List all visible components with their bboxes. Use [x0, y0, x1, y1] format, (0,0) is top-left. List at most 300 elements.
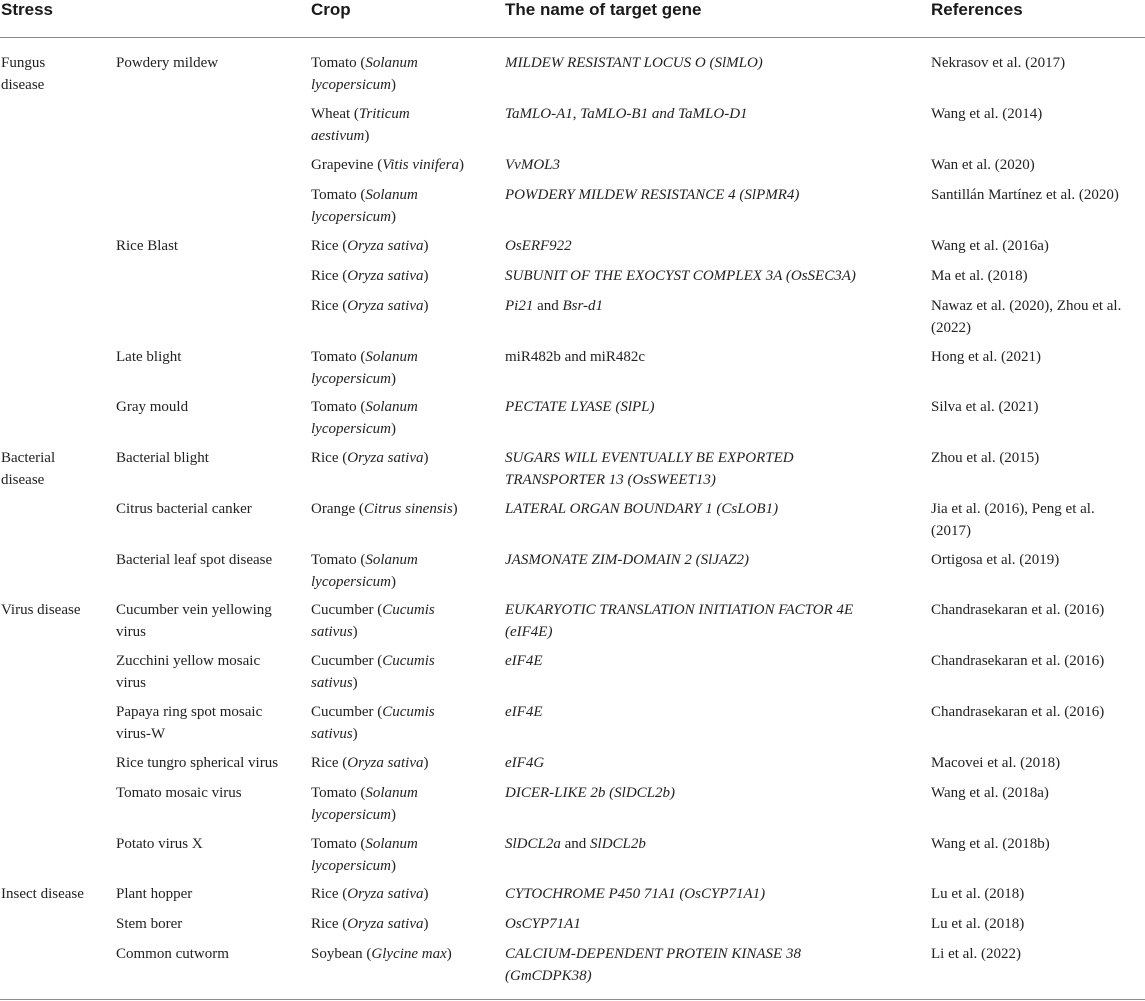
target-gene-line	[505, 104, 915, 126]
crop-common-name: Rice (	[311, 298, 348, 314]
target-gene-name: OsCYP71A1	[505, 916, 581, 932]
reference-line: Wang et al. (2016a)	[931, 238, 1049, 254]
stress-name-line: Common cutworm	[116, 946, 229, 962]
reference-cell	[931, 448, 1145, 470]
crop-common-name: Orange (	[311, 501, 364, 517]
stress-name-cell	[116, 499, 296, 521]
crop-species-name: sativus	[311, 674, 353, 691]
table-header	[0, 0, 1145, 38]
crop-line	[311, 126, 496, 148]
crop-species-name: Solanum	[365, 399, 418, 415]
stress-category-line: Virus disease	[1, 602, 81, 618]
crop-common-name: Tomato (	[311, 836, 366, 852]
stress-category-cell	[1, 448, 106, 491]
crop-species-name: Oryza sativa	[347, 886, 424, 902]
target-gene-line	[505, 155, 915, 177]
reference-cell	[931, 884, 1145, 906]
crop-paren: )	[390, 573, 396, 590]
crop-common-name: Rice (	[311, 916, 348, 932]
crop-common-name: Tomato (	[311, 552, 366, 568]
crop-species-name: Oryza sativa	[347, 268, 424, 284]
crop-paren: )	[352, 674, 358, 691]
header-stress: Stress	[1, 0, 53, 19]
target-gene-line	[505, 347, 915, 369]
reference-cell	[931, 783, 1145, 805]
target-gene-name: eIF4E	[505, 653, 543, 669]
target-gene-connector: miR482b and miR482c	[505, 349, 645, 365]
reference-line: (2017)	[931, 522, 971, 539]
reference-line: Nawaz et al. (2020), Zhou et al.	[931, 298, 1122, 314]
target-gene-suffix: )	[744, 552, 750, 568]
stress-category-line: disease	[1, 471, 45, 488]
crop-line	[311, 572, 496, 594]
target-gene-connector: ,	[572, 106, 581, 122]
crop-line	[311, 397, 496, 419]
target-gene-cell	[505, 550, 915, 572]
crop-paren: )	[390, 76, 396, 93]
target-gene-name: CALCIUM-DEPENDENT PROTEIN KINASE 38	[505, 946, 801, 962]
stress-name-line: Rice Blast	[116, 238, 179, 254]
target-gene-line	[505, 185, 915, 207]
reference-cell	[931, 236, 1145, 258]
stress-name-line: Late blight	[116, 349, 182, 365]
target-gene-name: MILDEW RESISTANT LOCUS O (	[505, 55, 715, 71]
crop-species-name: lycopersicum	[311, 76, 391, 93]
crop-species-name: Triticum	[358, 106, 410, 122]
crop-cell	[311, 448, 496, 470]
crop-species-name: Solanum	[365, 836, 418, 852]
reference-line: Wan et al. (2020)	[931, 157, 1035, 173]
crop-line	[311, 914, 496, 936]
target-gene-cell	[505, 185, 915, 207]
reference-line: Chandrasekaran et al. (2016)	[931, 653, 1105, 669]
target-gene-abbrev: CsLOB1	[721, 501, 774, 517]
crop-species-name: Glycine max	[371, 946, 447, 962]
target-gene-name: LATERAL ORGAN BOUNDARY 1 (	[505, 501, 722, 517]
target-gene-name: eIF4E	[505, 704, 543, 720]
crop-common-name: Tomato (	[311, 399, 366, 415]
crop-line	[311, 753, 496, 775]
crop-paren: )	[352, 725, 358, 742]
stress-name-line: Potato virus X	[116, 836, 203, 852]
crop-species-name: aestivum	[311, 127, 365, 144]
crop-species-name: Oryza sativa	[347, 755, 424, 771]
stress-category-line: Insect disease	[1, 886, 84, 902]
crop-line	[311, 155, 496, 177]
target-gene-abbrev: SlDCL2b	[590, 836, 646, 852]
stress-name-cell	[116, 550, 296, 572]
crop-species-name: Solanum	[365, 349, 418, 365]
target-gene-connector: and	[533, 298, 563, 314]
crop-line	[311, 944, 496, 966]
target-gene-name: Pi21	[505, 298, 534, 314]
stress-name-line: Bacterial leaf spot disease	[116, 552, 273, 568]
crop-common-name: Cucumber (	[311, 704, 383, 720]
crop-common-name: Rice (	[311, 886, 348, 902]
target-gene-line	[505, 702, 915, 724]
reference-cell	[931, 944, 1145, 966]
reference-line: Wang et al. (2018b)	[931, 836, 1050, 852]
target-gene-cell	[505, 944, 915, 987]
stress-name-line: Tomato mosaic virus	[116, 785, 242, 801]
target-gene-line: (eIF4E)	[505, 623, 553, 640]
crop-common-name: Tomato (	[311, 785, 366, 801]
bottom-rule	[0, 999, 1145, 1000]
stress-name-cell	[116, 944, 296, 966]
crop-cell	[311, 914, 496, 936]
crop-species-name: lycopersicum	[311, 420, 391, 437]
target-gene-line	[505, 397, 915, 419]
target-gene-name: TaMLO-A1	[505, 106, 573, 122]
crop-line	[311, 207, 496, 229]
crop-common-name: Rice (	[311, 238, 348, 254]
crop-cell	[311, 834, 496, 877]
crop-species-name: lycopersicum	[311, 806, 391, 823]
target-gene-name: POWDERY MILDEW RESISTANCE 4 (	[505, 187, 745, 203]
crop-line	[311, 75, 496, 97]
target-gene-line	[505, 914, 915, 936]
crop-species-name: sativus	[311, 623, 353, 640]
stress-name-cell	[116, 651, 296, 694]
reference-line: (2022)	[931, 319, 971, 336]
crop-line	[311, 884, 496, 906]
crop-cell	[311, 783, 496, 826]
target-gene-abbrev: TaMLO-B1	[580, 106, 649, 122]
reference-cell	[931, 600, 1145, 622]
reference-line: Macovei et al. (2018)	[931, 755, 1061, 771]
reference-line: Lu et al. (2018)	[931, 886, 1025, 902]
target-gene-suffix: )	[773, 501, 779, 517]
stress-category-line: disease	[1, 76, 45, 93]
crop-common-name: Wheat (	[311, 106, 359, 122]
header-references: References	[931, 0, 1023, 19]
target-gene-cell	[505, 884, 915, 906]
target-gene-name: EUKARYOTIC TRANSLATION INITIATION FACTOR 4E	[505, 602, 854, 618]
target-gene-line	[505, 448, 915, 470]
reference-cell	[931, 53, 1145, 75]
reference-line: Zhou et al. (2015)	[931, 450, 1040, 466]
crop-species-name: lycopersicum	[311, 370, 391, 387]
stress-category-cell	[1, 884, 106, 906]
crop-cell	[311, 651, 496, 694]
stress-category-line: Fungus	[1, 55, 46, 71]
reference-cell	[931, 550, 1145, 572]
stress-name-cell	[116, 753, 296, 775]
target-gene-cell	[505, 783, 915, 805]
reference-cell	[931, 397, 1145, 419]
stress-name-cell	[116, 347, 296, 369]
crop-line	[311, 856, 496, 878]
crop-common-name: Cucumber (	[311, 653, 383, 669]
stress-name-cell	[116, 702, 296, 745]
crop-paren: )	[446, 946, 452, 962]
crop-species-name: Cucumis	[382, 602, 435, 618]
crop-common-name: Tomato (	[311, 187, 366, 203]
target-gene-line	[505, 834, 915, 856]
crop-paren: )	[423, 450, 429, 466]
crop-species-name: lycopersicum	[311, 208, 391, 225]
target-gene-cell	[505, 266, 915, 288]
target-gene-name: JASMONATE ZIM-DOMAIN 2 (	[505, 552, 701, 568]
stress-name-cell	[116, 834, 296, 856]
target-gene-cell	[505, 236, 915, 258]
crop-common-name: Grapevine (	[311, 157, 383, 173]
crop-line	[311, 622, 496, 644]
crop-cell	[311, 347, 496, 390]
crop-line	[311, 651, 496, 673]
target-gene-line	[505, 600, 915, 622]
crop-paren: )	[390, 857, 396, 874]
crop-common-name: Soybean (	[311, 946, 372, 962]
crop-common-name: Tomato (	[311, 55, 366, 71]
target-gene-line	[505, 499, 915, 521]
target-gene-line	[505, 753, 915, 775]
reference-line: Wang et al. (2014)	[931, 106, 1043, 122]
reference-line: Chandrasekaran et al. (2016)	[931, 602, 1105, 618]
target-gene-line	[505, 236, 915, 258]
crop-common-name: Rice (	[311, 755, 348, 771]
crop-species-name: lycopersicum	[311, 857, 391, 874]
crop-common-name: Cucumber (	[311, 602, 383, 618]
crop-species-name: Oryza sativa	[347, 238, 424, 254]
stress-name-line: Citrus bacterial canker	[116, 501, 252, 517]
target-gene-cell	[505, 651, 915, 673]
stress-name-line: Papaya ring spot mosaic	[116, 704, 263, 720]
target-gene-cell	[505, 834, 915, 856]
crop-paren: )	[390, 370, 396, 387]
crop-line	[311, 347, 496, 369]
target-gene-cell	[505, 397, 915, 419]
reference-line: Chandrasekaran et al. (2016)	[931, 704, 1105, 720]
target-gene-line	[505, 266, 915, 288]
stress-name-line: Bacterial blight	[116, 450, 209, 466]
crop-cell	[311, 104, 496, 147]
target-gene-name: VvMOL3	[505, 157, 560, 173]
crop-cell	[311, 944, 496, 966]
target-gene-line	[505, 783, 915, 805]
crop-species-name: Solanum	[365, 55, 418, 71]
stress-name-cell	[116, 783, 296, 805]
stress-category-cell	[1, 53, 106, 96]
crop-line	[311, 673, 496, 695]
reference-line: Silva et al. (2021)	[931, 399, 1039, 415]
crop-cell	[311, 185, 496, 228]
target-gene-suffix: )	[850, 268, 856, 284]
crop-line	[311, 783, 496, 805]
stress-name-cell	[116, 914, 296, 936]
target-gene-cell	[505, 53, 915, 75]
reference-cell	[931, 296, 1145, 339]
crop-line	[311, 236, 496, 258]
target-gene-cell	[505, 600, 915, 643]
crop-cell	[311, 600, 496, 643]
reference-line: Hong et al. (2021)	[931, 349, 1041, 365]
crop-line	[311, 550, 496, 572]
header-crop: Crop	[311, 0, 351, 19]
crop-cell	[311, 702, 496, 745]
target-gene-suffix: and TaMLO-D1	[648, 106, 748, 122]
crop-paren: )	[423, 886, 429, 902]
stress-name-line: virus	[116, 623, 146, 640]
crop-paren: )	[364, 127, 370, 144]
target-gene-suffix: )	[757, 55, 763, 71]
reference-cell	[931, 651, 1145, 673]
crop-paren: )	[423, 238, 429, 254]
target-gene-cell	[505, 702, 915, 724]
reference-cell	[931, 185, 1145, 207]
crop-species-name: Oryza sativa	[347, 916, 424, 932]
header-rule	[0, 37, 1145, 38]
reference-cell	[931, 834, 1145, 856]
reference-cell	[931, 104, 1145, 126]
stress-name-line: Zucchini yellow mosaic	[116, 653, 261, 669]
crop-cell	[311, 753, 496, 775]
stress-category-cell	[1, 600, 106, 622]
crop-line	[311, 369, 496, 391]
target-gene-cell	[505, 914, 915, 936]
target-gene-name: PECTATE LYASE (SlPL)	[505, 399, 655, 415]
crop-species-name: Vitis vinifera	[382, 157, 460, 173]
target-gene-cell	[505, 499, 915, 521]
stress-name-line: Stem borer	[116, 916, 183, 932]
reference-line: Nekrasov et al. (2017)	[931, 55, 1066, 71]
crop-cell	[311, 397, 496, 440]
crop-common-name: Tomato (	[311, 349, 366, 365]
crop-species-name: lycopersicum	[311, 573, 391, 590]
crop-paren: )	[390, 208, 396, 225]
crop-cell	[311, 53, 496, 96]
crop-cell	[311, 884, 496, 906]
header-target-gene: The name of target gene	[505, 0, 702, 19]
crop-line	[311, 499, 496, 521]
target-gene-cell	[505, 753, 915, 775]
target-gene-cell	[505, 347, 915, 369]
reference-line: Ortigosa et al. (2019)	[931, 552, 1060, 568]
reference-line: Ma et al. (2018)	[931, 268, 1028, 284]
target-gene-name: SUGARS WILL EVENTUALLY BE EXPORTED	[505, 450, 794, 466]
stress-name-cell	[116, 448, 296, 470]
target-gene-name: DICER-LIKE 2b (SlDCL2b)	[505, 785, 675, 801]
crop-line	[311, 104, 496, 126]
crop-cell	[311, 499, 496, 521]
stress-name-line: virus	[116, 674, 146, 691]
crop-cell	[311, 266, 496, 288]
crop-species-name: Citrus sinensis	[363, 501, 453, 517]
target-gene-line	[505, 550, 915, 572]
stress-name-line: Rice tungro spherical virus	[116, 755, 279, 771]
crop-species-name: Solanum	[365, 187, 418, 203]
crop-line	[311, 702, 496, 724]
crop-line	[311, 419, 496, 441]
crop-line	[311, 185, 496, 207]
crop-species-name: Solanum	[365, 552, 418, 568]
stress-name-cell	[116, 600, 296, 643]
crop-paren: )	[390, 420, 396, 437]
target-gene-line	[505, 944, 915, 966]
crop-paren: )	[423, 268, 429, 284]
stress-name-line: Powdery mildew	[116, 55, 219, 71]
target-gene-line	[505, 884, 915, 906]
reference-cell	[931, 753, 1145, 775]
target-gene-name: CYTOCHROME P450 71A1 (OsCYP71A1)	[505, 886, 766, 902]
target-gene-abbrev: Bsr-d1	[562, 298, 604, 314]
target-gene-name: eIF4G	[505, 755, 545, 771]
crop-line	[311, 53, 496, 75]
crop-paren: )	[423, 755, 429, 771]
crop-paren: )	[390, 806, 396, 823]
crop-species-name: Cucumis	[382, 653, 435, 669]
target-gene-abbrev: OsSEC3A	[790, 268, 851, 284]
stress-name-cell	[116, 884, 296, 906]
crop-species-name: Oryza sativa	[347, 450, 424, 466]
target-gene-suffix: )	[794, 187, 800, 203]
crop-species-name: sativus	[311, 725, 353, 742]
target-gene-abbrev: SlJAZ2	[700, 552, 745, 568]
target-gene-connector: and	[560, 836, 591, 852]
target-gene-cell	[505, 448, 915, 491]
target-gene-name: OsERF922	[505, 238, 572, 254]
reference-line: Santillán Martínez et al. (2020)	[931, 187, 1119, 203]
reference-line: Lu et al. (2018)	[931, 916, 1025, 932]
target-gene-cell	[505, 104, 915, 126]
stress-name-cell	[116, 397, 296, 419]
stress-category-line: Bacterial	[1, 450, 56, 466]
crop-line	[311, 834, 496, 856]
stress-name-line: Gray mould	[116, 399, 189, 415]
crop-common-name: Rice (	[311, 268, 348, 284]
crop-paren: )	[452, 501, 458, 517]
crop-line	[311, 600, 496, 622]
target-gene-line	[505, 296, 915, 318]
crop-cell	[311, 296, 496, 318]
stress-name-cell	[116, 53, 296, 75]
crop-common-name: Rice (	[311, 450, 348, 466]
target-gene-abbrev: SlPMR4	[744, 187, 795, 203]
crop-species-name: Oryza sativa	[347, 298, 424, 314]
crop-paren: )	[423, 298, 429, 314]
crop-line	[311, 296, 496, 318]
crop-cell	[311, 155, 496, 177]
target-gene-cell	[505, 155, 915, 177]
crop-cell	[311, 550, 496, 593]
crop-species-name: Solanum	[365, 785, 418, 801]
crop-line	[311, 724, 496, 746]
reference-cell	[931, 499, 1145, 542]
reference-line: Wang et al. (2018a)	[931, 785, 1049, 801]
stress-name-cell	[116, 236, 296, 258]
target-gene-cell	[505, 296, 915, 318]
crop-cell	[311, 236, 496, 258]
stress-name-line: Cucumber vein yellowing	[116, 602, 272, 618]
crop-species-name: Cucumis	[382, 704, 435, 720]
crop-line	[311, 805, 496, 827]
target-gene-line	[505, 53, 915, 75]
reference-cell	[931, 702, 1145, 724]
crop-line	[311, 266, 496, 288]
target-gene-name: SlDCL2a	[505, 836, 561, 852]
target-gene-abbrev: SlMLO	[714, 55, 758, 71]
reference-cell	[931, 347, 1145, 369]
reference-cell	[931, 266, 1145, 288]
reference-line: Li et al. (2022)	[931, 946, 1021, 962]
crop-paren: )	[459, 157, 465, 173]
reference-cell	[931, 914, 1145, 936]
stress-name-line: Plant hopper	[116, 886, 193, 902]
crop-line	[311, 448, 496, 470]
reference-cell	[931, 155, 1145, 177]
target-gene-line: TRANSPORTER 13 (OsSWEET13)	[505, 471, 716, 488]
crop-paren: )	[352, 623, 358, 640]
